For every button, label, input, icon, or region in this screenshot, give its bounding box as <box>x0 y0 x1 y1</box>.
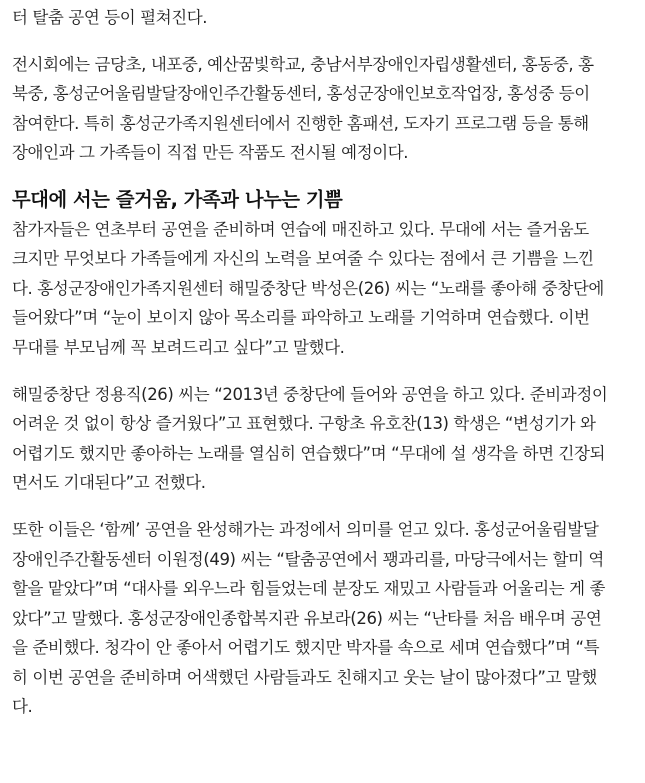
text-line: 장애인주간활동센터 이원정(49) 씨는 “탈춤공연에서 꽹과리를, 마당극에서는 할미 역 <box>12 549 604 569</box>
subheading-text: 무대에 서는 즐거움, 가족과 나누는 기쁨 <box>12 187 343 211</box>
text-line: 면서도 기대된다”고 전했다. <box>12 473 206 493</box>
text-line: 크지만 무엇보다 가족들에게 자신의 노력을 보여줄 수 있다는 점에서 큰 기쁨을 느낀 <box>12 249 594 269</box>
article-body <box>12 0 637 739</box>
text-line: 전시회에는 금당초, 내포중, 예산꿈빛학교, 충남서부장애인자립생활센터, 홍동중, 홍 <box>12 54 594 74</box>
text-line: 할을 맡았다”며 “대사를 외우느라 힘들었는데 분장도 재밌고 사람들과 어울리는 게 좋 <box>12 579 606 599</box>
text-line: 무대를 부모님께 꼭 보려드리고 싶다”고 말했다. <box>12 337 345 357</box>
section-subheading <box>12 185 637 215</box>
text-line: 을 준비했다. 청각이 안 좋아서 어렵기도 했지만 박자를 속으로 세며 연습했다”며 “특 <box>12 638 600 658</box>
text-line: 았다”고 말했다. 홍성군장애인종합복지관 유보라(26) 씨는 “난타를 처음 배우며 공연 <box>12 608 602 628</box>
paragraph-intro-tail <box>12 3 637 33</box>
text-line: 히 이번 공연을 준비하며 어색했던 사람들과도 친해지고 웃는 날이 많아졌다”고 말했 <box>12 667 597 687</box>
text-line: 다. <box>12 697 33 717</box>
text-line: 터 탈춤 공연 등이 펼쳐진다. <box>12 8 208 27</box>
text-line: 해밀중창단 정용직(26) 씨는 “2013년 중창단에 들어와 공연을 하고 있다. 준비과정이 <box>12 384 608 404</box>
paragraph-quotes-together <box>12 515 637 722</box>
text-line: 들어왔다”며 “눈이 보이지 않아 목소리를 파악하고 노래를 기억하며 연습했다. 이번 <box>12 308 590 328</box>
text-line: 또한 이들은 ‘함께’ 공연을 완성해가는 과정에서 의미를 얻고 있다. 홍성군어울림발달 <box>12 519 599 539</box>
text-line: 어렵기도 했지만 좋아하는 노래를 열심히 연습했다”며 “무대에 설 생각을 하면 긴장되 <box>12 443 606 463</box>
paragraph-participants <box>12 215 637 363</box>
text-line: 장애인과 그 가족들이 직접 만든 작품도 전시될 예정이다. <box>12 143 409 163</box>
text-line: 북중, 홍성군어울림발달장애인주간활동센터, 홍성군장애인보호작업장, 홍성중 등이 <box>12 84 590 104</box>
text-line: 어려운 것 없이 항상 즐거웠다”고 표현했다. 구항초 유호찬(13) 학생은 “변성기가 와 <box>12 414 596 434</box>
paragraph-exhibition <box>12 50 637 168</box>
text-line: 참여한다. 특히 홍성군가족지원센터에서 진행한 홈패션, 도자기 프로그램 등을 통해 <box>12 113 589 133</box>
paragraph-quotes-choir <box>12 380 637 498</box>
text-line: 다. 홍성군장애인가족지원센터 해밀중창단 박성은(26) 씨는 “노래를 좋아해 중창단에 <box>12 278 604 298</box>
text-line: 참가자들은 연초부터 공연을 준비하며 연습에 매진하고 있다. 무대에 서는 즐거움도 <box>12 219 589 239</box>
